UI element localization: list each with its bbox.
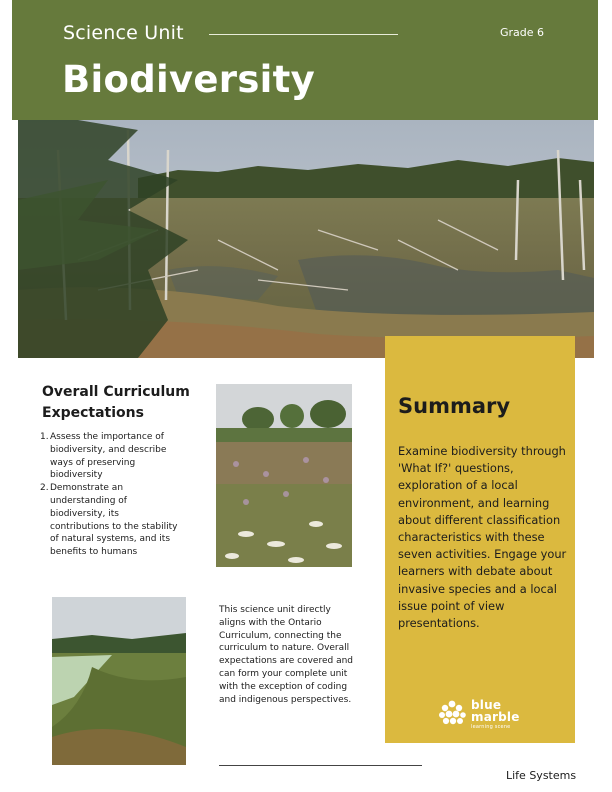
wildflower-meadow-photo: [216, 384, 352, 567]
objectives-heading: Overall Curriculum Expectations: [42, 384, 190, 421]
list-item: 2. Demonstrate an understanding of biodiversity, its contributions to the stability of natural systems, and its benefits to humans: [40, 483, 178, 558]
blue-marble-logo: [437, 698, 537, 734]
river-marsh-photo: [52, 597, 186, 765]
objectives-list: [40, 431, 180, 559]
marble-cluster-icon: [437, 698, 467, 728]
logo-tagline: learning scene: [471, 724, 511, 730]
logo-wordmark: blue marble: [471, 698, 520, 724]
intro-paragraph: This science unit directly aligns with the Ontario Curriculum, connecting the curriculum to nature. Overall expectations are covered and can form your complete unit with the exception of coding and indigenous perspectives.: [219, 605, 354, 705]
unit-label: Science Unit: [63, 22, 184, 44]
summary-body: Examine biodiversity through 'What If?' questions, exploration of a local environment, and learning about different classification characteristics with these seven activities. Engage your learners with debate about invasive species and a local issue point of view presentations.: [398, 444, 567, 631]
footer-label: Life Systems: [506, 769, 577, 782]
header-divider: [209, 34, 398, 35]
page-title: Biodiversity: [62, 58, 316, 101]
wetland-bog-photo: [18, 120, 594, 358]
list-item: 1. Assess the importance of biodiversity, and describe ways of preserving biodiversity: [40, 432, 167, 481]
bottom-divider: [219, 765, 422, 766]
summary-panel: [385, 336, 575, 743]
summary-heading: Summary: [398, 394, 511, 418]
grade-label: Grade 6: [499, 26, 544, 39]
header-banner: [12, 0, 598, 120]
